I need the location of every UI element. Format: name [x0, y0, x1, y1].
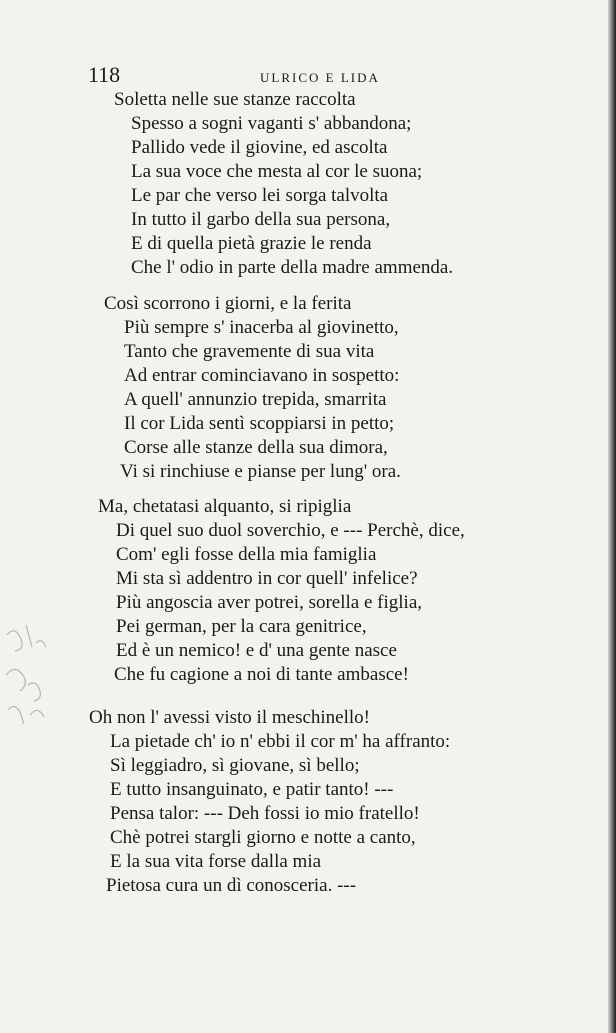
- verse-line: Ad entrar cominciavano in sospetto:: [124, 365, 400, 386]
- verse-line: Ma, chetatasi alquanto, si ripiglia: [98, 496, 352, 517]
- verse-line: Così scorrono i giorni, e la ferita: [104, 293, 352, 314]
- verse-line: Com' egli fosse della mia famiglia: [116, 544, 377, 565]
- verse-line: Che fu cagione a noi di tante ambasce!: [114, 664, 409, 685]
- verse-line: Più sempre s' inacerba al giovinetto,: [124, 317, 399, 338]
- verse-line: Oh non l' avessi visto il meschinello!: [89, 707, 371, 728]
- verse-line: Pei german, per la cara genitrice,: [116, 616, 367, 637]
- verse-line: Più angoscia aver potrei, sorella e figlia,: [116, 592, 423, 613]
- verse-line: Ed è un nemico! e d' una gente nasce: [116, 640, 397, 661]
- verse-line: Chè potrei stargli giorno e notte a canto,: [110, 827, 416, 848]
- verse-line: Sì leggiadro, sì giovane, sì bello;: [110, 755, 360, 776]
- verse-line: Il cor Lida sentì scoppiarsi in petto;: [124, 413, 395, 434]
- verse-line: Che l' odio in parte della madre ammenda.: [131, 257, 454, 278]
- verse-line: Le par che verso lei sorga talvolta: [131, 185, 389, 206]
- verse-line: E di quella pietà grazie le renda: [131, 233, 372, 254]
- verse-line: Pallido vede il giovine, ed ascolta: [131, 137, 388, 158]
- verse-line: Soletta nelle sue stanze raccolta: [114, 89, 356, 110]
- verse-line: La sua voce che mesta al cor le suona;: [131, 161, 423, 182]
- verse-line: A quell' annunzio trepida, smarrita: [124, 389, 387, 410]
- verse-line: Vi si rinchiuse e pianse per lung' ora.: [120, 461, 401, 482]
- verse-line: In tutto il garbo della sua persona,: [131, 209, 391, 230]
- verse-line: E la sua vita forse dalla mia: [110, 851, 322, 872]
- page-number: 118: [88, 62, 121, 87]
- page-edge-shadow: [608, 0, 616, 1033]
- verse-line: Spesso a sogni vaganti s' abbandona;: [131, 113, 412, 134]
- margin-pencil-scribble: [2, 615, 72, 735]
- verse-line: E tutto insanguinato, e patir tanto! ---: [110, 779, 394, 800]
- verse-line: Pensa talor: --- Deh fossi io mio fratello!: [110, 803, 420, 824]
- running-title: ULRICO E LIDA: [260, 70, 380, 85]
- verse-line: Corse alle stanze della sua dimora,: [124, 437, 388, 458]
- verse-line: Di quel suo duol soverchio, e --- Perchè, dice,: [116, 520, 465, 541]
- verse-line: Pietosa cura un dì conosceria. ---: [106, 875, 357, 896]
- verse-line: Tanto che gravemente di sua vita: [124, 341, 375, 362]
- verse-line: La pietade ch' io n' ebbi il cor m' ha affranto:: [110, 731, 451, 752]
- verse-line: Mi sta sì addentro in cor quell' infelice?: [116, 568, 418, 589]
